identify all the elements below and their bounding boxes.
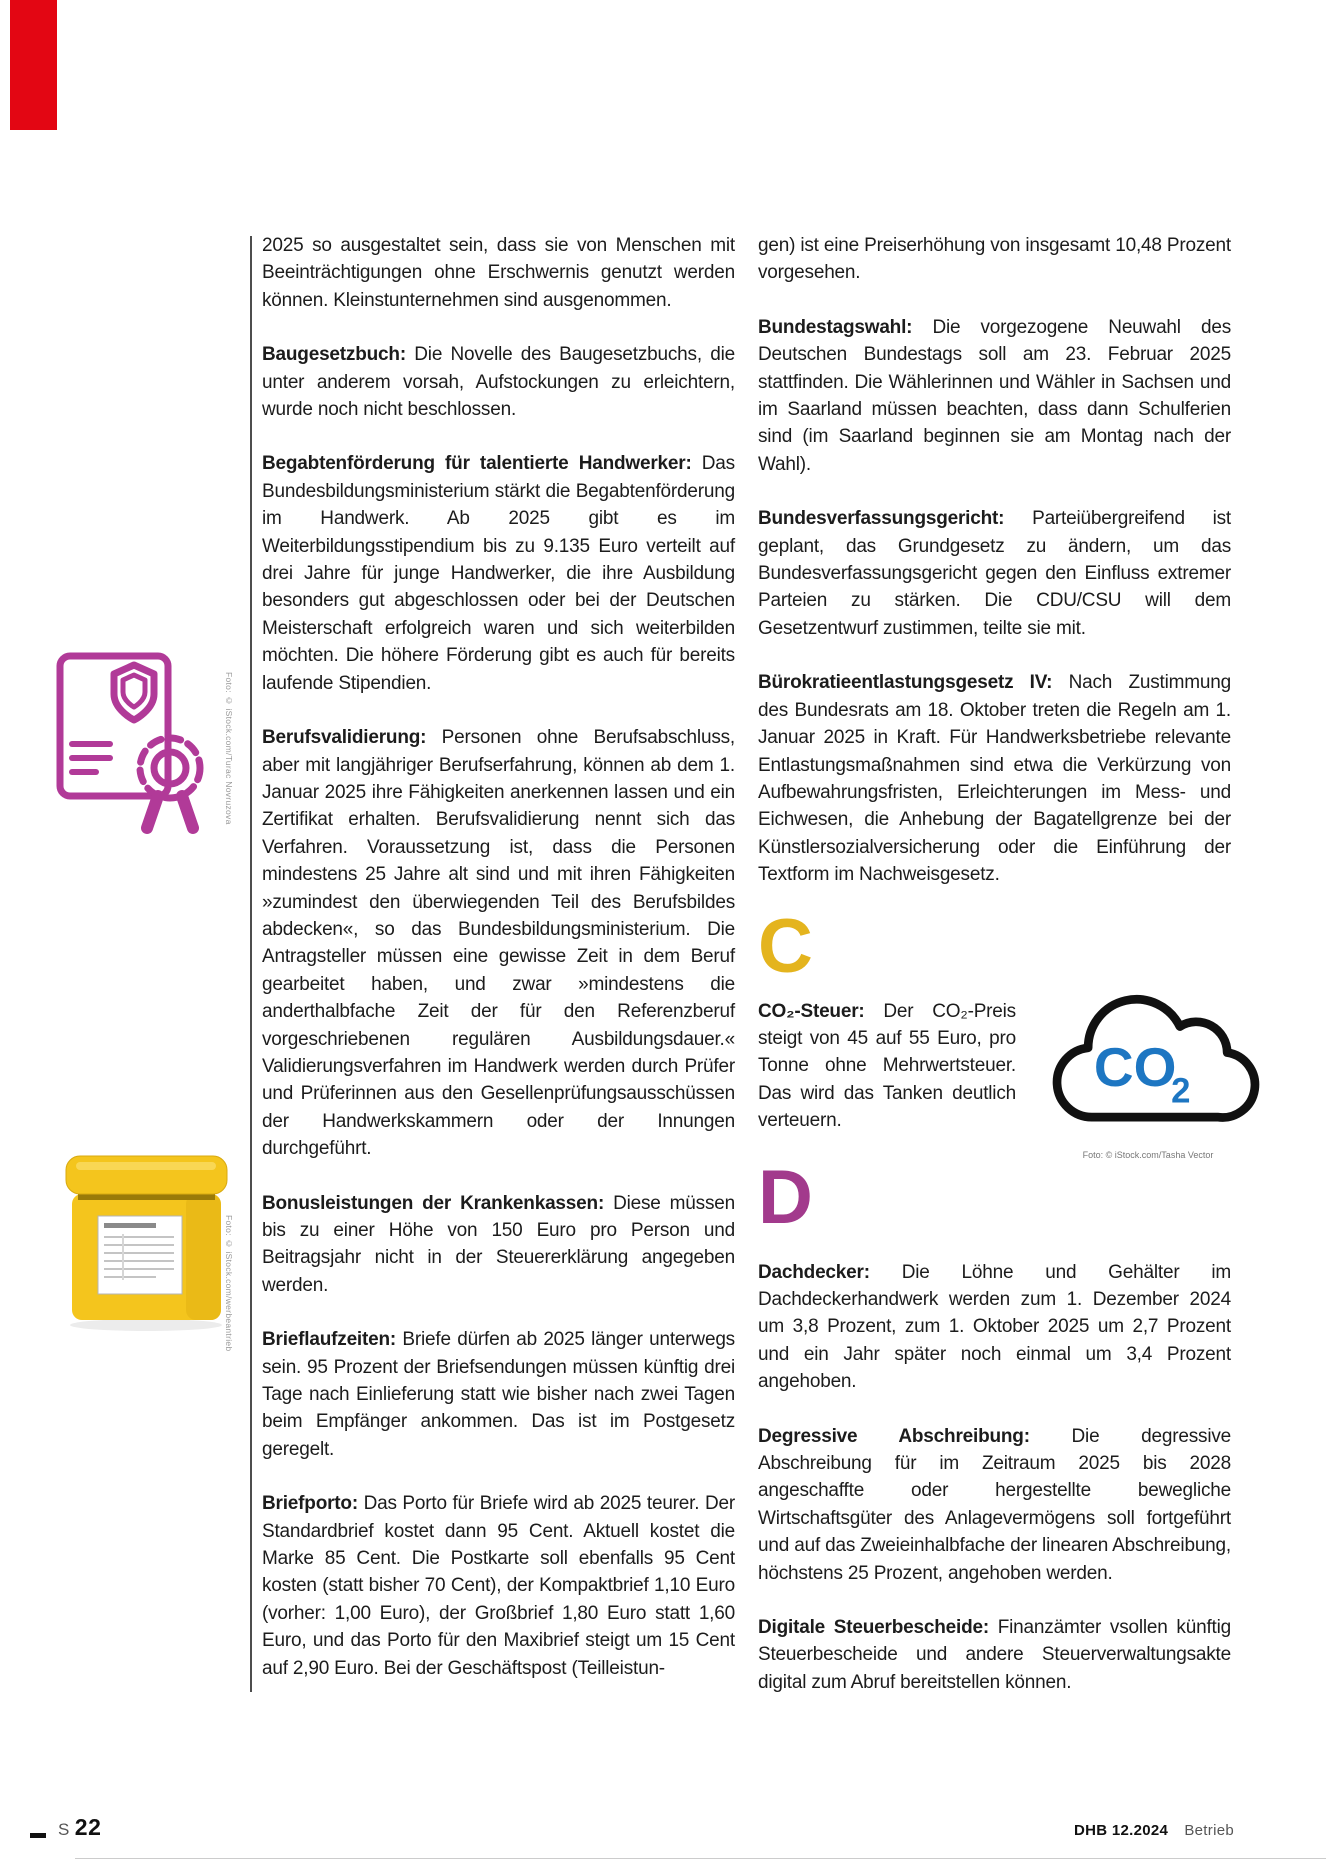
paragraph-accessibility-continuation: 2025 so ausgestaltet sein, dass sie von Menschen mit Beeinträchtigungen ohne Erschwernis genutzt werden können. Kleinstunternehmen sind ausgenommen. [262,235,735,311]
section-letter-c: C [758,903,812,989]
photo-credit-certificate: Foto: © iStock.com/Turac Novruzova [224,672,234,825]
left-text-column [262,232,735,1709]
paragraph-baugesetzbuch: Baugesetzbuch: Die Novelle des Baugesetzbuchs, die unter anderem vorsah, Aufstockungen zu erleichtern, wurde noch nicht beschlossen. [262,344,735,421]
footer-section: Betrieb [1184,1822,1234,1839]
photo-credit-cloud: Foto: © iStock.com/Tasha Vector [1082,1150,1214,1160]
footer-issue-info [1074,1822,1234,1839]
footer-page-label: S [58,1820,71,1839]
paragraph-digitale-steuerbescheide: Digitale Steuerbescheide: Finanzämter vsollen künftig Steuerbescheide und andere Steuerverwaltungsakte digital zum Abruf bereitstellen können. [758,1617,1231,1693]
mailbox-image [64,1148,229,1338]
co2-cloud-icon [1036,985,1260,1148]
footer-dash [30,1833,46,1838]
photo-credit-mailbox: Foto: © iStock.com/werbeantrieb [224,1215,234,1352]
paragraph-co2-steuer: CO₂-Steuer: Der CO₂-Preis steigt von 45 auf 55 Euro, pro Tonne ohne Mehrwertsteuer. Das wird das Tanken deutlich verteuern. [758,1000,1016,1132]
paragraph-degressive-abschreibung: Degressive Abschreibung: Die degressive Abschreibung für im Zeitraum 2025 bis 2028 angeschaffte oder hergestellte bewegliche Wirtschaftsgüter des Anlagevermögens soll fortgeführt und auf das Zweieinhalbfache der linearen Abschreibung, höchstens 25 Prozent, angehoben werden. [758,1425,1232,1584]
footer-issue: DHB 12.2024 [1074,1822,1169,1839]
paragraph-bundestagswahl: Bundestagswahl: Die vorgezogene Neuwahl des Deutschen Bundestags soll am 23. Februar 2025 stattfinden. Die Wählerinnen und Wähler in Sachsen und im Saarland müssen beachten, dass dann Schulferien sind (im Saarland beginnen sie am Montag nach der Wahl). [758,316,1231,475]
paragraph-briefporto: Briefporto: Das Porto für Briefe wird ab 2025 teurer. Der Standardbrief kostet dann 95 Cent. Aktuell kostet die Marke 85 Cent. Die Postkarte soll ebenfalls 95 Cent kosten (statt bisher 70 Cent), der Kompaktbrief 1,10 Euro (vorher: 1,00 Euro), der Großbrief 1,80 Euro statt 1,60 Euro, und das Porto für den Maxibrief steigt um 15 Cent auf 2,90 Euro. Bei der Geschäftspost (Teilleistun- [262,1493,735,1679]
certificate-badge-icon [52,650,222,840]
section-letter-d: D [758,1154,812,1240]
paragraph-begabtenfoerderung: Begabtenförderung für talentierte Handwerker: Das Bundesbildungsministerium stärkt die Begabtenförderung im Handwerk. Ab 2025 gibt es im Weiterbildungsstipendium bis zu 9.135 Euro verteilt auf drei Jahre für junge Handwerker, die ihre Ausbildung besonders gut abgeschlossen oder bei der Deutschen Meisterschaft erfolgreich waren und sich weiterbilden möchten. Die höhere Förderung gibt es auch für bereits laufende Stipendien. [262,453,735,694]
paragraph-berufsvalidierung: Berufsvalidierung: Personen ohne Berufsabschluss, aber mit langjähriger Berufserfahrung, können ab dem 1. Januar 2025 ihre Fähigkeiten anerkennen lassen und ein Zertifikat erhalten. Berufsvalidierung nennt sich das Verfahren. Voraussetzung ist, dass die Personen mindestens 25 Jahre alt sind und mit ihren Fähigkeiten »zumindest den überwiegenden Teil des Berufsbildes abdecken«, so das Bundesbildungsministerium. Die Antragsteller müssen eine gewisse Zeit in dem Beruf gearbeitet haben, und zwar »mindestens die anderthalbfache Zeit der für den Referenzberuf vorgeschriebenen regulären Ausbildungsdauer.« Validierungsverfahren im Handwerk werden durch Prüfer und Prüferinnen aus den Gesellenprüfungsausschüssen der Handwerkskammern oder der Innungen durchgeführt. [262,727,735,1160]
paragraph-bundesverfassungsgericht: Bundesverfassungsgericht: Parteiübergreifend ist geplant, das Grundgesetz zu ändern, um das Bundesverfassungsgericht gegen den Einfluss extremer Parteien zu stärken. Die CDU/CSU will dem Gesetzentwurf zustimmen, teilte sie mit. [758,508,1231,639]
paragraph-brieflaufzeiten: Brieflaufzeiten: Briefe dürfen ab 2025 länger unterwegs sein. 95 Prozent der Briefsendungen müssen künftig drei Tage nach Einlieferung statt wie bisher nach zwei Tagen beim Empfänger ankommen. Das ist im Postgesetz geregelt. [262,1329,735,1460]
column-left-rule [250,236,252,1692]
co2-cloud-subscript: 2 [1171,1072,1191,1111]
footer-bottom-rule [75,1858,1326,1859]
paragraph-bonusleistungen: Bonusleistungen der Krankenkassen: Diese müssen bis zu einer Höhe von 150 Euro pro Person und Beitragsjahr nicht in der Steuererklärung angegeben werden. [262,1192,735,1296]
right-text-column [758,232,1231,1723]
paragraph-buerokratieentlastungsgesetz: Bürokratieentlastungsgesetz IV: Nach Zustimmung des Bundesrats am 18. Oktober treten die Regeln am 1. Januar 2025 in Kraft. Für Handwerksbetriebe relevante Entlastungsmaßnahmen sind etwa die Verkürzung von Aufbewahrungsfristen, Erleichterungen im Mess- und Eichwesen, die Anhebung der Bagatellgrenze bei der Künstlersozialversicherung oder die Einführung der Textform im Nachweisgesetz. [758,672,1231,886]
paragraph-preiserhoehung-continuation: gen) ist eine Preiserhöhung von insgesamt 10,48 Prozent vorgesehen. [758,235,1231,284]
red-margin-bar [10,0,57,130]
paragraph-dachdecker: Dachdecker: Die Löhne und Gehälter im Dachdeckerhandwerk werden zum 1. Dezember 2024 um 3,8 Prozent, zum 1. Oktober 2025 um 2,7 Prozent und ein Jahr später noch einmal um 3,4 Prozent angehoben. [758,1261,1231,1393]
co2-cloud-text: CO [1093,1036,1177,1099]
footer-page-number [58,1814,101,1841]
footer-page-value: 22 [74,1814,102,1840]
